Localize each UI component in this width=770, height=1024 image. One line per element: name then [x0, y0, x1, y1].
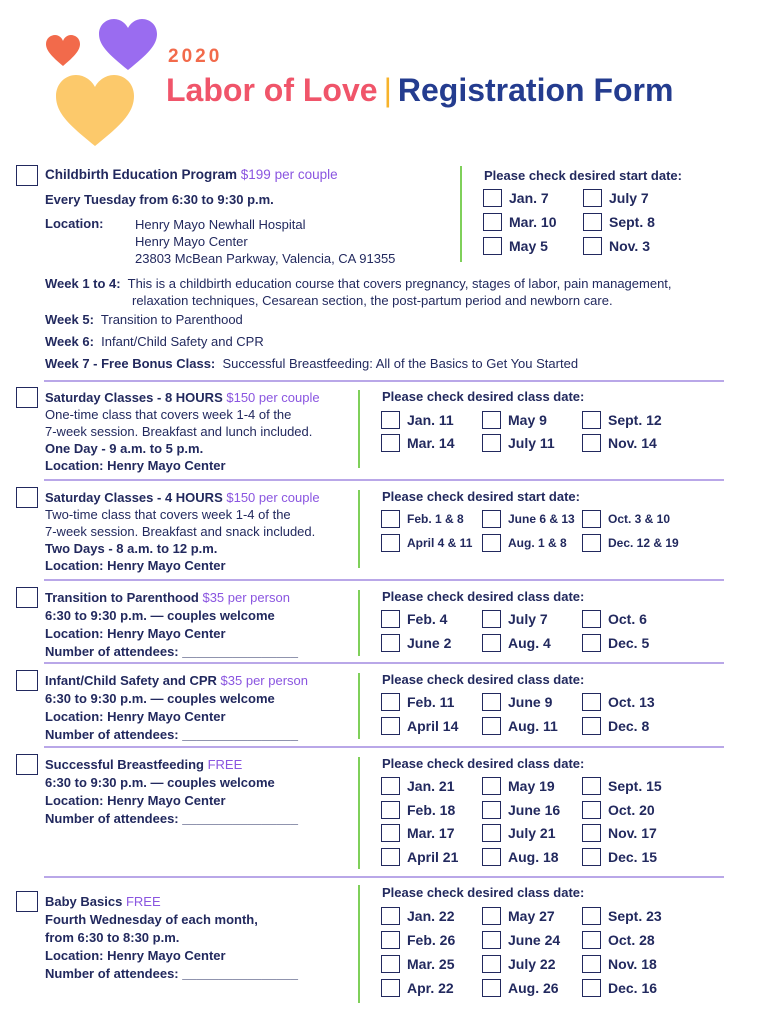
- date-option[interactable]: Mar. 14: [381, 434, 454, 452]
- section-details: Infant/Child Safety and CPR $35 per person 6:30 to 9:30 p.m. — couples welcome Location: Henry Mayo Center Number of attendees: ________________: [45, 673, 308, 742]
- section-divider-vertical: [358, 757, 360, 869]
- date-checkbox[interactable]: [582, 979, 601, 997]
- program-date-heading: Please check desired start date:: [484, 168, 682, 183]
- date-checkbox[interactable]: [482, 955, 501, 973]
- date-checkbox[interactable]: [381, 434, 400, 452]
- date-option[interactable]: July 7: [583, 189, 649, 207]
- date-checkbox[interactable]: [582, 717, 601, 735]
- date-option[interactable]: July 11: [482, 434, 555, 452]
- date-checkbox[interactable]: [381, 534, 400, 552]
- section-name: Transition to Parenthood: [45, 590, 199, 605]
- program-divider: [460, 166, 462, 262]
- section-checkbox[interactable]: [16, 754, 38, 775]
- section-name: Infant/Child Safety and CPR: [45, 673, 217, 688]
- section-divider: [44, 662, 724, 664]
- date-option[interactable]: June 16: [482, 801, 560, 819]
- location-label: Location:: [45, 216, 104, 231]
- date-checkbox[interactable]: [381, 931, 400, 949]
- date-checkbox[interactable]: [582, 693, 601, 711]
- section-date-heading: Please check desired class date:: [382, 756, 585, 771]
- date-checkbox[interactable]: [483, 237, 502, 255]
- section-name: Saturday Classes - 4 HOURS: [45, 490, 223, 505]
- date-checkbox[interactable]: [582, 610, 601, 628]
- date-checkbox[interactable]: [582, 907, 601, 925]
- date-checkbox[interactable]: [381, 907, 400, 925]
- week-label: Week 6:: [45, 334, 94, 349]
- date-checkbox[interactable]: [381, 717, 400, 735]
- date-option[interactable]: Mar. 17: [381, 824, 454, 842]
- date-option[interactable]: Mar. 25: [381, 955, 454, 973]
- date-option[interactable]: May 27: [482, 907, 555, 925]
- date-option[interactable]: Sept. 23: [582, 907, 662, 925]
- date-checkbox[interactable]: [582, 848, 601, 866]
- attendees-field[interactable]: Number of attendees: ________________: [45, 811, 298, 826]
- date-option[interactable]: Oct. 28: [582, 931, 655, 949]
- section-divider: [44, 579, 724, 581]
- week-description: Week 6: Infant/Child Safety and CPR: [45, 334, 264, 349]
- date-checkbox[interactable]: [381, 801, 400, 819]
- date-option[interactable]: July 22: [482, 955, 555, 973]
- date-option[interactable]: July 7: [482, 610, 548, 628]
- date-checkbox[interactable]: [381, 634, 400, 652]
- date-checkbox[interactable]: [482, 411, 501, 429]
- section-price: FREE: [125, 894, 161, 909]
- section-name: Baby Basics: [45, 894, 123, 909]
- section-divider: [44, 746, 724, 748]
- date-option[interactable]: Oct. 20: [582, 801, 655, 819]
- date-checkbox[interactable]: [482, 510, 501, 528]
- date-checkbox[interactable]: [583, 213, 602, 231]
- date-checkbox[interactable]: [482, 717, 501, 735]
- program-schedule: Every Tuesday from 6:30 to 9:30 p.m.: [45, 192, 274, 207]
- section-name: Successful Breastfeeding: [45, 757, 204, 772]
- date-option[interactable]: Aug. 1 & 8: [482, 534, 567, 552]
- program-price: $199 per couple: [240, 167, 338, 182]
- date-option[interactable]: Nov. 18: [582, 955, 657, 973]
- date-option[interactable]: Oct. 3 & 10: [582, 510, 670, 528]
- date-option[interactable]: Dec. 8: [582, 717, 649, 735]
- date-checkbox[interactable]: [482, 777, 501, 795]
- section-checkbox[interactable]: [16, 387, 38, 408]
- date-checkbox[interactable]: [482, 931, 501, 949]
- date-option[interactable]: Jan. 7: [483, 189, 549, 207]
- section-details: Transition to Parenthood $35 per person 6:30 to 9:30 p.m. — couples welcome Location: Henry Mayo Center Number of attendees: ________________: [45, 590, 298, 659]
- section-checkbox[interactable]: [16, 670, 38, 691]
- section-divider-vertical: [358, 490, 360, 568]
- section-price: $35 per person: [220, 673, 308, 688]
- section-divider-vertical: [358, 673, 360, 739]
- yellow-heart-icon: [55, 74, 135, 148]
- date-checkbox[interactable]: [482, 693, 501, 711]
- date-option[interactable]: Sept. 12: [582, 411, 662, 429]
- section-details: Saturday Classes - 4 HOURS $150 per couple Two-time class that covers week 1-4 of the 7-week session. Breakfast and snack included. Two Days - 8 a.m. to 12 p.m. Location: Henry Mayo Center: [45, 490, 320, 573]
- date-checkbox[interactable]: [482, 801, 501, 819]
- date-option[interactable]: Sept. 15: [582, 777, 662, 795]
- section-divider: [44, 876, 724, 878]
- date-checkbox[interactable]: [482, 979, 501, 997]
- date-option[interactable]: Jan. 21: [381, 777, 454, 795]
- section-divider-vertical: [358, 885, 360, 1003]
- date-checkbox[interactable]: [582, 801, 601, 819]
- section-price: $150 per couple: [226, 490, 320, 505]
- section-checkbox[interactable]: [16, 487, 38, 508]
- date-checkbox[interactable]: [583, 189, 602, 207]
- date-option[interactable]: Nov. 14: [582, 434, 657, 452]
- date-option[interactable]: Nov. 3: [583, 237, 650, 255]
- date-checkbox[interactable]: [582, 634, 601, 652]
- section-date-heading: Please check desired class date:: [382, 589, 585, 604]
- program-heading: [45, 167, 338, 182]
- date-option[interactable]: Aug. 26: [482, 979, 559, 997]
- purple-heart-icon: [98, 18, 158, 72]
- date-option[interactable]: Aug. 18: [482, 848, 559, 866]
- date-checkbox[interactable]: [381, 955, 400, 973]
- section-price: FREE: [207, 757, 243, 772]
- date-option[interactable]: May 19: [482, 777, 555, 795]
- location-line: 23803 McBean Parkway, Valencia, CA 91355: [135, 251, 396, 266]
- date-option[interactable]: June 6 & 13: [482, 510, 575, 528]
- date-checkbox[interactable]: [582, 955, 601, 973]
- date-checkbox[interactable]: [381, 510, 400, 528]
- date-checkbox[interactable]: [381, 824, 400, 842]
- date-option[interactable]: Dec. 12 & 19: [582, 534, 679, 552]
- location-line: Henry Mayo Newhall Hospital: [135, 217, 306, 232]
- date-checkbox[interactable]: [381, 979, 400, 997]
- page-title: [166, 72, 673, 109]
- title-part1: Labor of Love: [166, 72, 378, 108]
- date-option[interactable]: Feb. 18: [381, 801, 455, 819]
- date-option[interactable]: Dec. 5: [582, 634, 649, 652]
- section-price: $150 per couple: [226, 390, 320, 405]
- date-option[interactable]: Oct. 13: [582, 693, 655, 711]
- section-name: Saturday Classes - 8 HOURS: [45, 390, 223, 405]
- title-separator: |: [383, 72, 392, 108]
- date-checkbox[interactable]: [483, 189, 502, 207]
- section-divider: [44, 380, 724, 382]
- coral-heart-icon: [45, 34, 81, 68]
- section-date-heading: Please check desired class date:: [382, 885, 585, 900]
- program-name: Childbirth Education Program: [45, 167, 238, 182]
- date-option[interactable]: Oct. 6: [582, 610, 647, 628]
- date-option[interactable]: June 24: [482, 931, 560, 949]
- week-label: Week 5:: [45, 312, 94, 327]
- date-option[interactable]: Aug. 11: [482, 717, 558, 735]
- date-option[interactable]: April 4 & 11: [381, 534, 472, 552]
- program-checkbox[interactable]: [16, 165, 38, 186]
- date-option[interactable]: June 2: [381, 634, 451, 652]
- date-option[interactable]: Feb. 4: [381, 610, 447, 628]
- attendees-field[interactable]: Number of attendees: ________________: [45, 727, 298, 742]
- date-checkbox[interactable]: [582, 824, 601, 842]
- date-option[interactable]: Dec. 16: [582, 979, 657, 997]
- location-line: Henry Mayo Center: [135, 234, 248, 249]
- date-checkbox[interactable]: [582, 411, 601, 429]
- title-part2: Registration Form: [397, 72, 674, 108]
- date-checkbox[interactable]: [582, 777, 601, 795]
- date-checkbox[interactable]: [582, 534, 601, 552]
- form-year: 2020: [168, 46, 223, 67]
- date-checkbox[interactable]: [381, 848, 400, 866]
- attendees-field[interactable]: Number of attendees: ________________: [45, 644, 298, 659]
- date-option[interactable]: Feb. 1 & 8: [381, 510, 464, 528]
- week-label: Week 7 - Free Bonus Class:: [45, 356, 216, 371]
- date-checkbox[interactable]: [482, 534, 501, 552]
- attendees-field[interactable]: Number of attendees: ________________: [45, 966, 298, 981]
- date-option[interactable]: Jan. 11: [381, 411, 454, 429]
- section-price: $35 per person: [202, 590, 290, 605]
- date-option[interactable]: July 21: [482, 824, 555, 842]
- date-option[interactable]: April 14: [381, 717, 458, 735]
- section-date-heading: Please check desired class date:: [382, 672, 585, 687]
- date-option[interactable]: May 9: [482, 411, 547, 429]
- section-details: Baby Basics FREE Fourth Wednesday of each month, from 6:30 to 8:30 p.m. Location: Henry Mayo Center Number of attendees: ________________: [45, 894, 298, 981]
- section-divider-vertical: [358, 590, 360, 656]
- date-checkbox[interactable]: [582, 434, 601, 452]
- date-option[interactable]: Sept. 8: [583, 213, 655, 231]
- date-option[interactable]: Mar. 10: [483, 213, 556, 231]
- section-checkbox[interactable]: [16, 587, 38, 608]
- section-divider-vertical: [358, 390, 360, 468]
- date-checkbox[interactable]: [482, 907, 501, 925]
- week-label: Week 1 to 4:: [45, 276, 121, 291]
- date-option[interactable]: Apr. 22: [381, 979, 454, 997]
- section-divider: [44, 479, 724, 481]
- date-option[interactable]: Dec. 15: [582, 848, 657, 866]
- date-checkbox[interactable]: [381, 777, 400, 795]
- date-option[interactable]: Feb. 11: [381, 693, 454, 711]
- week-description: Week 7 - Free Bonus Class: Successful Breastfeeding: All of the Basics to Get You Started: [45, 356, 579, 371]
- date-checkbox[interactable]: [482, 434, 501, 452]
- section-date-heading: Please check desired class date:: [382, 389, 585, 404]
- date-option[interactable]: April 21: [381, 848, 458, 866]
- section-checkbox[interactable]: [16, 891, 38, 912]
- date-option[interactable]: Feb. 26: [381, 931, 455, 949]
- date-checkbox[interactable]: [482, 824, 501, 842]
- week-description: Week 1 to 4: This is a childbirth education course that covers pregnancy, stages of labor, pain management, relaxation techniques, Cesarean section, the post-partum period and newborn care.: [45, 276, 672, 308]
- date-option[interactable]: May 5: [483, 237, 548, 255]
- date-checkbox[interactable]: [482, 610, 501, 628]
- date-checkbox[interactable]: [483, 213, 502, 231]
- section-details: Saturday Classes - 8 HOURS $150 per couple One-time class that covers week 1-4 of the 7-week session. Breakfast and lunch included. One Day - 9 a.m. to 5 p.m. Location: Henry Mayo Center: [45, 390, 320, 473]
- date-checkbox[interactable]: [381, 411, 400, 429]
- week-description: Week 5: Transition to Parenthood: [45, 312, 243, 327]
- date-checkbox[interactable]: [381, 610, 400, 628]
- date-option[interactable]: Nov. 17: [582, 824, 657, 842]
- date-option[interactable]: Aug. 4: [482, 634, 551, 652]
- date-checkbox[interactable]: [582, 931, 601, 949]
- date-checkbox[interactable]: [582, 510, 601, 528]
- section-details: Successful Breastfeeding FREE 6:30 to 9:30 p.m. — couples welcome Location: Henry Mayo Center Number of attendees: ________________: [45, 757, 298, 826]
- date-checkbox[interactable]: [482, 848, 501, 866]
- date-checkbox[interactable]: [482, 634, 501, 652]
- date-option[interactable]: June 9: [482, 693, 552, 711]
- program-location: [135, 216, 395, 267]
- date-option[interactable]: Jan. 22: [381, 907, 454, 925]
- section-date-heading: Please check desired start date:: [382, 489, 580, 504]
- date-checkbox[interactable]: [381, 693, 400, 711]
- date-checkbox[interactable]: [583, 237, 602, 255]
